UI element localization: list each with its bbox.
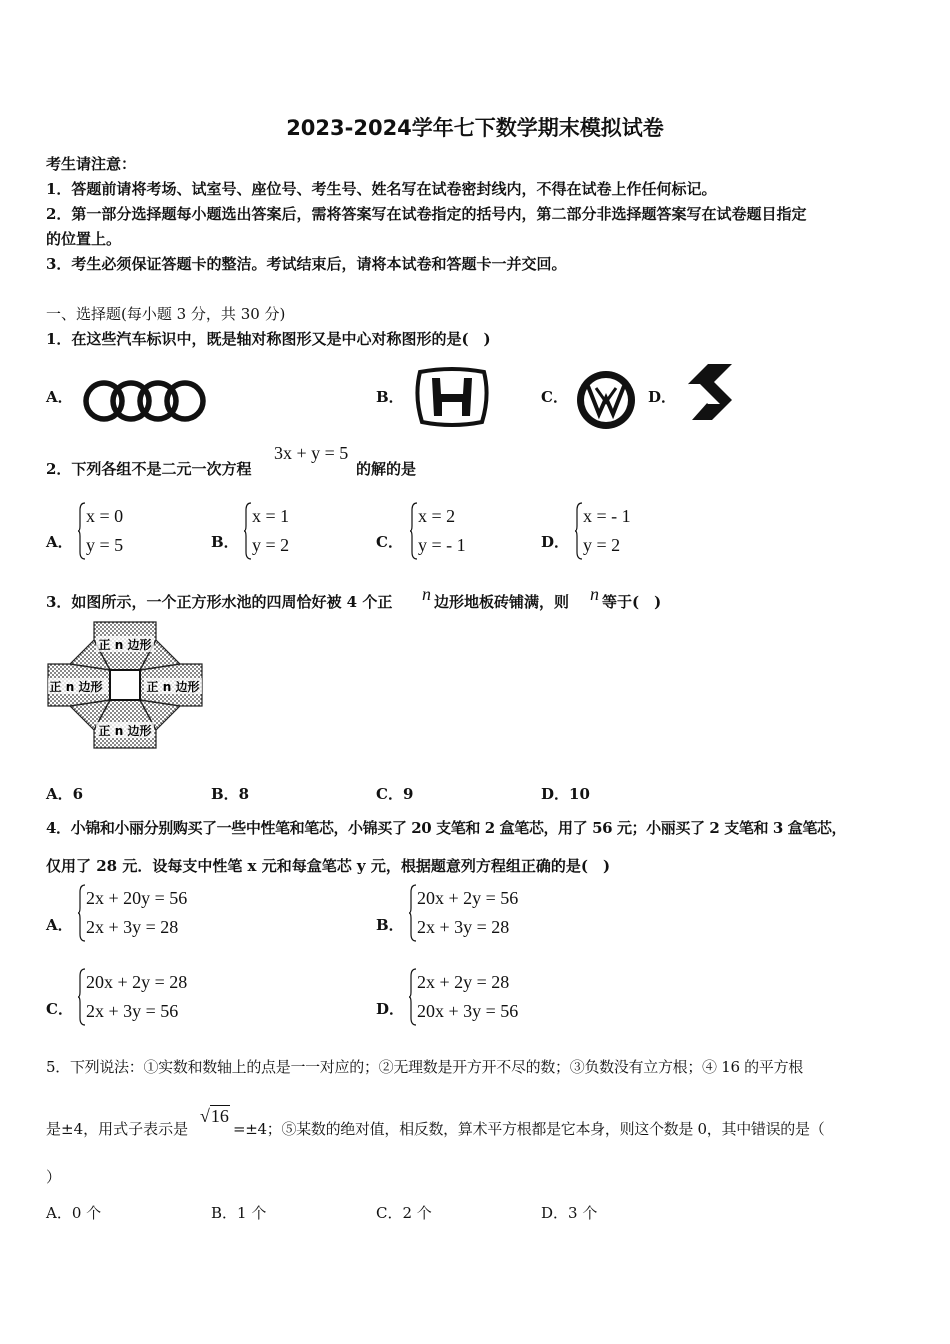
q2-stem-b: 的解的是 — [356, 460, 417, 478]
q5-option-b[interactable]: B．1 个 — [211, 1204, 267, 1222]
figure-label-bottom: 正 n 边形 — [98, 724, 152, 738]
q4-option-b-eq2: 2x + 3y = 28 — [417, 917, 510, 937]
q5-stem-line3: ） — [46, 1168, 62, 1186]
q2-option-c[interactable] — [410, 502, 490, 562]
q1-option-a-label: A． — [46, 388, 73, 406]
q2-option-b-eq2: y = 2 — [252, 535, 290, 555]
q3-option-b[interactable]: B．8 — [211, 785, 250, 803]
page-title: 2023-2024学年七下数学期末模拟试卷 — [286, 116, 664, 140]
notice-item-2: 2．第一部分选择题每小题选出答案后，需将答案写在试卷指定的括号内，第二部分非选择题答案写在试卷题目指定 — [46, 205, 807, 223]
audi-logo — [80, 378, 212, 424]
q4-option-d-eq2: 20x + 3y = 56 — [417, 1001, 519, 1021]
q3-n-2: n — [590, 584, 599, 604]
q3-stem-a: 3．如图所示，一个正方形水池的四周恰好被 4 个正 — [46, 593, 393, 611]
q4-stem-line2: 仅用了 28 元．设每支中性笔 x 元和每盒笔芯 y 元，根据题意列方程组正确的是( ) — [46, 857, 611, 875]
q2-option-a-label: A． — [46, 533, 73, 551]
q2-option-c-eq1: x = 2 — [418, 506, 456, 526]
q4-option-a[interactable] — [78, 884, 218, 944]
q4-option-c-eq1: 20x + 2y = 28 — [86, 972, 188, 992]
q4-option-c[interactable] — [78, 968, 218, 1028]
notice-item-3: 3．考生必须保证答题卡的整洁。考试结束后，请将本试卷和答题卡一并交回。 — [46, 255, 567, 273]
q5-option-a[interactable]: A．0 个 — [46, 1204, 102, 1222]
q5-stem-line1: 5．下列说法：①实数和数轴上的点是一一对应的；②无理数是开方开不尽的数；③负数没有立方根；④ 16 的平方根 — [46, 1058, 803, 1076]
q4-stem-line1: 4．小锦和小丽分别购买了一些中性笔和笔芯，小锦买了 20 支笔和 2 盒笔芯，用了 56 元；小丽买了 2 支笔和 3 盒笔芯， — [46, 819, 847, 837]
notice-heading: 考生请注意： — [46, 155, 137, 173]
q5-stem-line2a: 是±4，用式子表示是 — [46, 1120, 189, 1138]
q2-option-a[interactable] — [78, 502, 158, 562]
q4-option-c-eq2: 2x + 3y = 56 — [86, 1001, 179, 1021]
q2-option-d-label: D． — [541, 533, 570, 551]
q4-option-c-label: C． — [46, 1000, 73, 1018]
q2-option-c-label: C． — [376, 533, 403, 551]
q4-option-b-eq1: 20x + 2y = 56 — [417, 888, 519, 908]
q4-option-d-eq1: 2x + 2y = 28 — [417, 972, 510, 992]
q4-option-a-eq2: 2x + 3y = 28 — [86, 917, 179, 937]
q2-option-b-label: B． — [211, 533, 239, 551]
q5-sqrt-expression: √16 — [200, 1106, 229, 1126]
q3-option-d[interactable]: D．10 — [541, 785, 590, 803]
q3-stem-c: 等于( ) — [602, 593, 662, 611]
q3-option-c[interactable]: C．9 — [376, 785, 414, 803]
q3-stem-b: 边形地板砖铺满，则 — [434, 593, 570, 611]
q5-option-d[interactable]: D．3 个 — [541, 1204, 598, 1222]
q2-stem-a: 2．下列各组不是二元一次方程 — [46, 460, 252, 478]
q4-option-d[interactable] — [409, 968, 549, 1028]
q4-option-d-label: D． — [376, 1000, 405, 1018]
q4-option-b[interactable] — [409, 884, 549, 944]
section-heading: 一、选择题(每小题 3 分，共 30 分) — [46, 305, 286, 323]
notice-item-1: 1．答题前请将考场、试室号、座位号、考生号、姓名写在试卷密封线内，不得在试卷上作任何标记。 — [46, 180, 717, 198]
figure-label-top: 正 n 边形 — [98, 638, 152, 652]
volkswagen-logo — [574, 370, 638, 430]
q4-option-a-eq1: 2x + 20y = 56 — [86, 888, 188, 908]
figure-label-left: 正 n 边形 — [49, 680, 103, 694]
pool-tiling-figure — [46, 620, 206, 750]
notice-item-2-cont: 的位置上。 — [46, 230, 122, 248]
q1-option-d-label: D． — [648, 388, 677, 406]
honda-logo — [412, 366, 492, 428]
q2-option-b-eq1: x = 1 — [252, 506, 290, 526]
q2-equation: 3x + y = 5 — [274, 443, 349, 463]
q2-option-a-eq2: y = 5 — [86, 535, 124, 555]
q2-option-c-eq2: y = - 1 — [418, 535, 466, 555]
q5-option-c[interactable]: C．2 个 — [376, 1204, 432, 1222]
q1-stem: 1．在这些汽车标识中，既是轴对称图形又是中心对称图形的是( ) — [46, 330, 491, 348]
suzuki-logo — [684, 362, 736, 428]
q4-option-a-label: A． — [46, 916, 73, 934]
q1-option-b-label: B． — [376, 388, 404, 406]
q2-option-d-eq1: x = - 1 — [583, 506, 631, 526]
q3-n-1: n — [422, 584, 431, 604]
q2-option-d[interactable] — [575, 502, 655, 562]
q1-option-c-label: C． — [541, 388, 568, 406]
q4-option-b-label: B． — [376, 916, 404, 934]
q5-stem-line2b: =±4；⑤某数的绝对值，相反数，算术平方根都是它本身，则这个数是 0，其中错误的是（ — [233, 1120, 825, 1138]
q3-option-a[interactable]: A．6 — [46, 785, 84, 803]
q2-option-a-eq1: x = 0 — [86, 506, 124, 526]
figure-label-right: 正 n 边形 — [146, 680, 200, 694]
q2-option-b[interactable] — [244, 502, 324, 562]
q2-option-d-eq2: y = 2 — [583, 535, 621, 555]
